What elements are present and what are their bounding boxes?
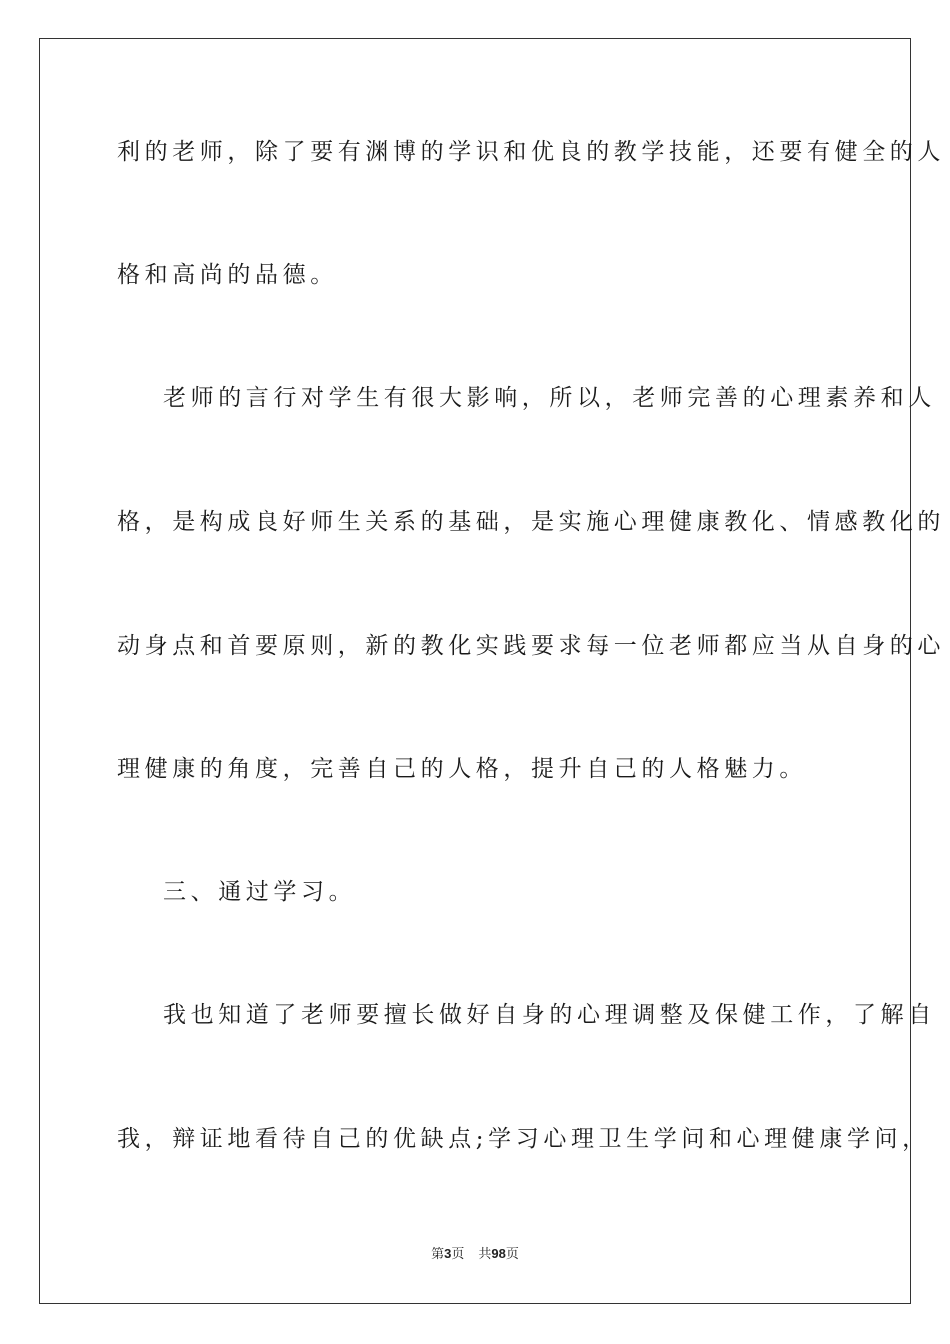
total-prefix: 共: [478, 1247, 492, 1262]
section-heading: 三、通过学习。: [163, 879, 357, 905]
paragraph-line-9: 我，辩证地看待自己的优缺点;学习心理卫生学问和心理健康学问，: [117, 1126, 930, 1152]
page-border: [39, 38, 945, 1304]
page-footer: [0, 1245, 950, 1264]
total-pages: 98: [491, 1246, 506, 1261]
paragraph-line-8: 我也知道了老师要擅长做好自身的心理调整及保健工作，了解自: [163, 1002, 936, 1028]
page-number: 3: [444, 1246, 452, 1261]
page-suffix: 页: [451, 1247, 465, 1262]
paragraph-line-4: 格，是构成良好师生关系的基础，是实施心理健康教化、情感教化的: [117, 509, 945, 535]
page-prefix: 第: [431, 1247, 445, 1262]
paragraph-line-3: 老师的言行对学生有很大影响，所以，老师完善的心理素养和人: [163, 385, 936, 411]
paragraph-line-2: 格和高尚的品德。: [117, 262, 338, 288]
paragraph-line-6: 理健康的角度，完善自己的人格，提升自己的人格魅力。: [117, 756, 807, 782]
total-suffix: 页: [505, 1247, 519, 1262]
paragraph-line-5: 动身点和首要原则，新的教化实践要求每一位老师都应当从自身的心: [117, 633, 945, 659]
paragraph-line-1: 利的老师，除了要有渊博的学识和优良的教学技能，还要有健全的人: [117, 139, 945, 165]
